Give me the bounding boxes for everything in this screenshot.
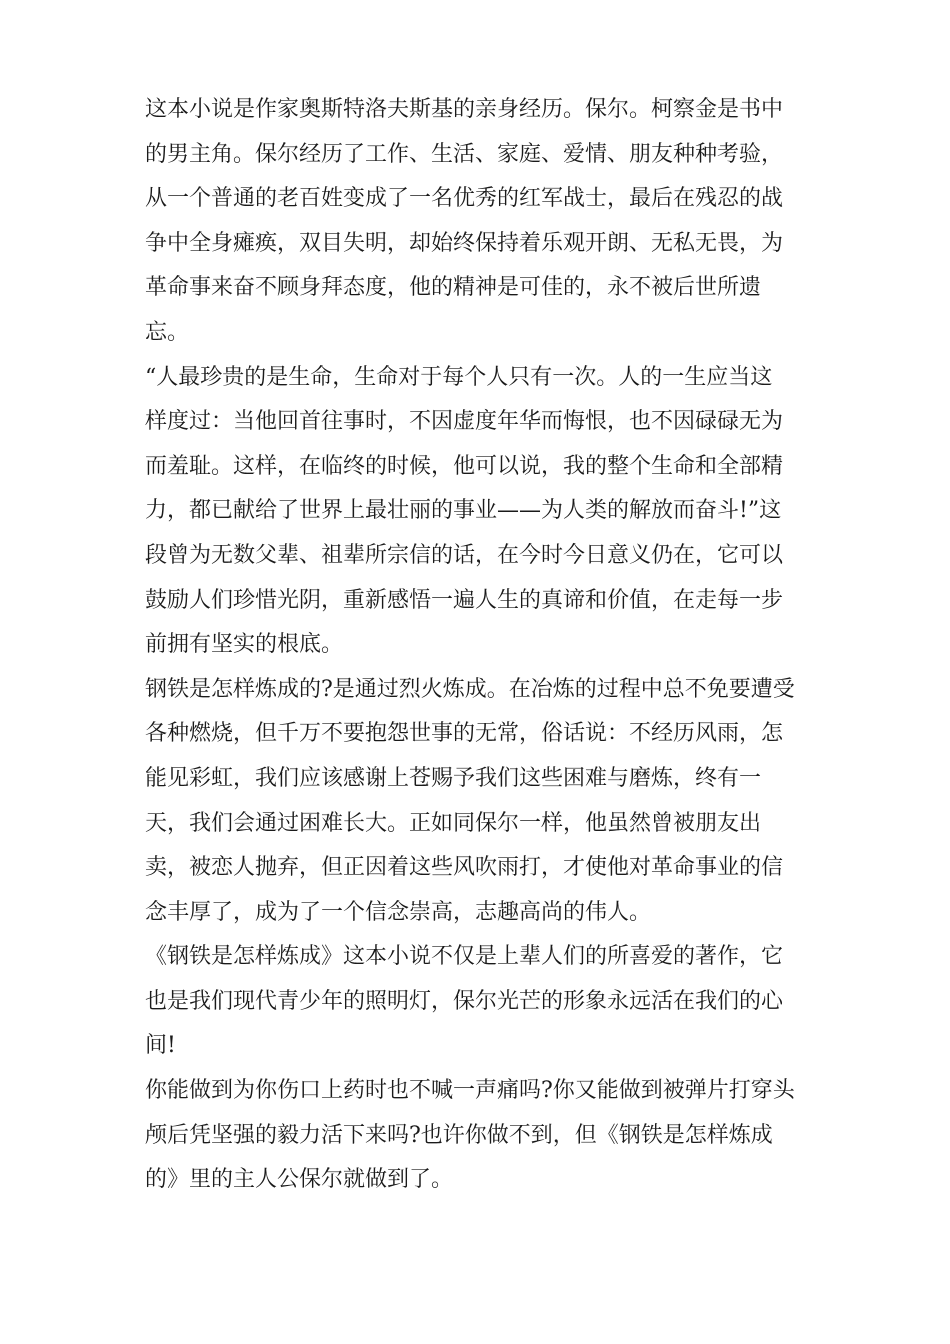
- text-line: 你能做到为你伤口上药时也不喊一声痛吗?你又能做到被弹片打穿头: [145, 1078, 795, 1104]
- text-line: 这本小说是作家奥斯特洛夫斯基的亲身经历。保尔。柯察金是书中: [145, 97, 784, 122]
- text-line: 各种燃烧，但千万不要抱怨世事的无常，俗话说：不经历风雨，怎: [145, 721, 784, 747]
- text-line: 从一个普通的老百姓变成了一名优秀的红军战士，最后在残忍的战: [145, 186, 784, 212]
- text-line: 钢铁是怎样炼成的?是通过烈火炼成。在冶炼的过程中总不免要遭受: [145, 676, 795, 702]
- text-line: 忘。: [145, 319, 190, 345]
- text-line: 能见彩虹，我们应该感谢上苍赐予我们这些困难与磨炼，终有一: [145, 765, 762, 791]
- text-line: 《钢铁是怎样炼成》这本小说不仅是上辈人们的所喜爱的著作，它: [145, 944, 784, 970]
- text-line: 的男主角。保尔经历了工作、生活、家庭、爱情、朋友种种考验，: [145, 141, 784, 167]
- text-line: 段曾为无数父辈、祖辈所宗信的话，在今时今日意义仍在，它可以: [145, 542, 784, 568]
- text-line: 也是我们现代青少年的照明灯，保尔光芒的形象永远活在我们的心: [145, 988, 784, 1014]
- text-line: 天，我们会通过困难长大。正如同保尔一样，他虽然曾被朋友出: [145, 810, 762, 836]
- text-line: 的》里的主人公保尔就做到了。: [145, 1167, 454, 1193]
- text-line: 颅后凭坚强的毅力活下来吗?也许你做不到，但《钢铁是怎样炼成: [145, 1122, 773, 1148]
- text-line: 卖，被恋人抛弃，但正因着这些风吹雨打，才使他对革命事业的信: [145, 855, 784, 881]
- text-line: 而羞耻。这样，在临终的时候，他可以说，我的整个生命和全部精: [145, 453, 784, 479]
- text-line: 样度过：当他回首往事时，不因虚度年华而悔恨，也不因碌碌无为: [145, 409, 784, 435]
- text-line: 争中全身瘫痪，双目失明，却始终保持着乐观开朗、无私无畏，为: [145, 230, 784, 256]
- text-line: 前拥有坚实的根底。: [145, 632, 344, 658]
- text-line: 间!: [145, 1033, 176, 1059]
- text-line: 鼓励人们珍惜光阴，重新感悟一遍人生的真谛和价值，在走每一步: [145, 587, 784, 613]
- text-line: “人最珍贵的是生命，生命对于每个人只有一次。人的一生应当这: [145, 364, 773, 390]
- text-line: 革命事来奋不顾身拜态度，他的精神是可佳的，永不被后世所遗: [145, 275, 762, 301]
- text-line: 念丰厚了，成为了一个信念崇高，志趣高尚的伟人。: [145, 899, 652, 925]
- text-line: 力，都已献给了世界上最壮丽的事业——为人类的解放而奋斗!”这: [145, 498, 782, 524]
- body-text: [145, 88, 825, 1203]
